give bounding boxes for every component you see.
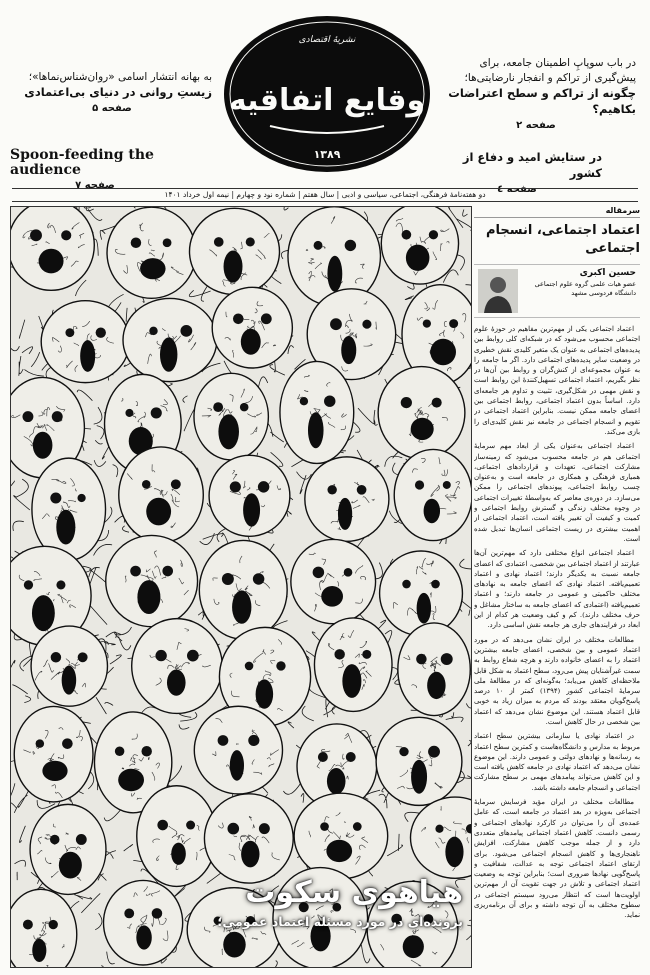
drawn-face <box>291 539 376 623</box>
drawn-face <box>11 889 77 968</box>
drawn-face <box>204 794 293 883</box>
teaser-bottom-right-headline: در ستایش امید و دفاع از کشور <box>462 150 602 180</box>
drawn-face <box>32 458 106 560</box>
cover-headline[interactable]: هیاهوی سکوت <box>245 875 463 910</box>
teaser-top-left-headline: زیستِ روانی در دنیای بی‌اعتمادی <box>24 85 212 99</box>
drawn-face <box>209 455 290 536</box>
teaser-top-right-headline: چگونه از تراکم و سطح اعتراضات بکاهیم؟ <box>448 86 636 116</box>
drawn-face <box>119 447 204 543</box>
author-avatar <box>478 269 518 313</box>
author-meta <box>518 269 640 298</box>
editorial-article <box>474 206 640 968</box>
drawn-face <box>378 367 465 459</box>
author-box <box>474 264 640 318</box>
drawn-face <box>280 361 354 463</box>
section-tag: سرمقاله <box>474 206 640 218</box>
teaser-top-right[interactable] <box>436 56 636 133</box>
drawn-face <box>106 535 198 626</box>
teaser-bottom-right-page: صفحه ٤ <box>497 184 537 195</box>
article-paragraph: اعتماد اجتماعی به‌عنوان یکی از ابعاد مهم سرمایهٔ اجتماعی هم در جامعه محسوب می‌شود که زمینه‌ساز مشارکت اجتماعی، تعهدات و قراردادهای اجتماعی، همیاری فرهنگی و همکاری در جامعه است و به‌عنوان چسب روابط اجتماعی، پیوندهای اجتماعی را ممکن می‌سازد. در دوره‌ی معاصر که به‌واسطهٔ تغییرات اجتماعی در وجوه مختلف زندگی و گسترش روابط اجتماعی و کمیت و کیفیت آن تغییر یافته است، اعتماد اجتماعی از اهمیت بیشتری در زیست اجتماعی انسان‌ها تبدیل شده است. <box>474 442 640 543</box>
cover-subheadline: پرونده‌ای در مورد مسئله اعتماد عمومی؛ <box>217 914 463 929</box>
drawn-face <box>31 626 107 706</box>
teaser-top-left-page: صفحه ۵ <box>92 103 132 114</box>
drawn-face <box>107 207 196 298</box>
drawn-face <box>30 804 106 894</box>
drawn-face <box>294 793 388 879</box>
cover-headline-box <box>163 875 463 931</box>
author-name: حسین اکبری <box>579 268 636 278</box>
drawn-face <box>199 540 287 639</box>
cover-artwork[interactable] <box>10 206 472 968</box>
scribble-faces-illustration <box>11 207 472 968</box>
drawn-face <box>41 301 129 383</box>
teaser-top-right-page: صفحه ۲ <box>516 120 556 131</box>
teaser-top-right-text: در باب سوپاپِ اطمینان جامعه، برای پیش‌گیری از تراکم و انفجار نارضایتی‌ها؛ <box>464 57 636 84</box>
article-paragraph: در اعتماد نهادی یا سازمانی بیشترین سطح اعتماد مربوط به مدارس و دانشگاه‌هاست و کمترین سطح اعتماد به رسانه‌ها و نهادهای دولتی و عمومی دارند. این موضوع نشان می‌دهد که اعتماد نهادی در جامعه کاهش یافته است و این کاهش می‌تواند پیامدهای مهمی بر سطح مشارکت اجتماعی و انسجام جامعه داشته باشد. <box>474 732 640 792</box>
drawn-face <box>132 619 223 714</box>
article-paragraph: اعتماد اجتماعی یکی از مهم‌ترین مفاهیم در حوزهٔ علوم اجتماعی محسوب می‌شود که در شبکه‌ای کلی روابط بین پدیده‌های اجتماعی به عنوان یک متغیر کلیدی نقش خطیری در وضعیت سایر پدیده‌های اجتماعی دارد. اگر ما جامعه را به عنوان مجموعه‌ای از کنش‌گران و روابط بین آن‌ها در نظر بگیریم، اعتماد اجتماعی تسهیل‌کنندهٔ این روابط است و نقش مهمی در شکل‌گیری، تثبیت و تداوم هر جامعه‌ای دارد. اساساً بدون اعتماد اجتماعی، روابط اجتماعی بین اعضای جامعه ممکن نیست. بنابراین اعتماد اجتماعی در تقویم و انسجام اجتماعی در جامعه نیز نقش کلیدی‌ای را بازی می‌کند. <box>474 325 640 436</box>
drawn-face <box>380 551 463 636</box>
drawn-face <box>410 797 472 878</box>
drawn-face <box>123 298 217 381</box>
logo-title: وقایع اتفاقیه <box>228 83 426 118</box>
drawn-face <box>14 706 93 801</box>
teaser-top-left-text: به بهانه انتشار اسامی «روان‌شناس‌نماها»؛ <box>28 71 212 83</box>
author-role: عضو هیات علمی گروه علوم اجتماعی دانشگاه فردوسی مشهد <box>534 280 636 297</box>
logo-year: ۱۳۸۹ <box>313 148 341 161</box>
article-body <box>474 324 640 921</box>
article-paragraph: اعتماد اجتماعی انواع مختلفی دارد که مهم‌ترین آن‌ها عبارتند از اعتماد اجتماعی بین شخصی، اعتمادی که اعضای جامعه نسبت به یکدیگر دارند؛ اعتماد نهادی و اعتماد تعمیم‌یافته. اعتماد نهادی که اعضای جامعه به نهادهای مختلف حاکمیتی و عمومی در جامعه دارند؛ و اعتماد تعمیم‌یافته (اعتمادی که اعضای جامعه به ساختار مشاغل و حرف مختلف دارند). کم و کیف وضعیت هر کدام از این ابعاد در فرایندهای جاری هر جامعه نقش اساسی دارد. <box>474 549 640 630</box>
drawn-face <box>398 623 470 716</box>
masthead <box>0 0 650 199</box>
drawn-face <box>212 287 292 368</box>
issue-info-line: دو هفته‌نامهٔ فرهنگی، اجتماعی، سیاسی و ادبی | سال هفتم | شماره نود و چهارم | نیمه اول خرداد ۱۴۰۱ <box>12 188 638 202</box>
drawn-face <box>314 618 392 712</box>
teaser-bottom-left[interactable] <box>10 148 220 193</box>
drawn-face <box>394 449 472 540</box>
article-paragraph: مطالعات مختلف در ایران نشان می‌دهد که در مورد اعتماد عمومی و بین شخصی، اعضای جامعه بیشترین اعتماد را به اعضای خانواده دارند و هرچه شعاع روابط به سمت غیرآشنایان پیش می‌رود، سطح اعتماد به شکل قابل ملاحظه‌ای کاهش می‌یابد؛ به‌گونه‌ای که در مطالعهٔ ملی سرمایهٔ اجتماعی کشور (۱۳۹۴) کمتر از ۱۰ درصد پاسخ‌گویان معتقد بودند که مردم به میزان زیاد به خوبی قابل اعتماد هستند. این موضوع نشان می‌دهد که اعتماد بین شخصی در حال کاهش است. <box>474 635 640 726</box>
drawn-face <box>11 207 94 290</box>
logo-kicker: نشریهٔ اقتصادی <box>298 35 356 45</box>
article-paragraph: مطالعات مختلف در ایران مؤید فرسایش سرمایهٔ اجتماعی به‌ویژه در بعد اعتماد در جامعه است، که عامل عمده‌ی آن را می‌توان در کارکرد نهادهای اجتماعی و رسمی دانست. کاهش اعتماد اجتماعی پیامدهای متعددی دارد و از جمله موجب کاهش مشارکت، افزایش ناهنجاری‌ها و کاهش انسجام اجتماعی می‌شود. برای ارتقای اعتماد اجتماعی توجه به عدالت، شفافیت و پاسخ‌گویی نهادها ضروری است؛ بنابراین توجه به وضعیت اعتماد اجتماعی و تلاش در جهت تقویت آن از مهم‌ترین اولویت‌ها است که انتظار می‌رود سیستم اجتماعی در سطوح مختلف به آن توجه داشته و برای آن برنامه‌ریزی نماید. <box>474 798 640 920</box>
drawn-face <box>189 208 279 294</box>
teaser-top-left[interactable] <box>12 70 212 116</box>
drawn-face <box>305 457 389 541</box>
drawn-face <box>194 706 282 794</box>
drawn-face <box>194 373 268 460</box>
teaser-bottom-left-page: صفحه ۷ <box>75 180 115 191</box>
teaser-bottom-left-headline: Spoon-feeding the audience <box>10 147 154 178</box>
drawn-face <box>376 717 462 805</box>
drawn-face <box>381 207 458 284</box>
newspaper-logo[interactable] <box>222 14 432 182</box>
article-title[interactable]: اعتماد اجتماعی، انسجام اجتماعی <box>485 223 640 256</box>
logo-ellipse <box>222 14 432 182</box>
